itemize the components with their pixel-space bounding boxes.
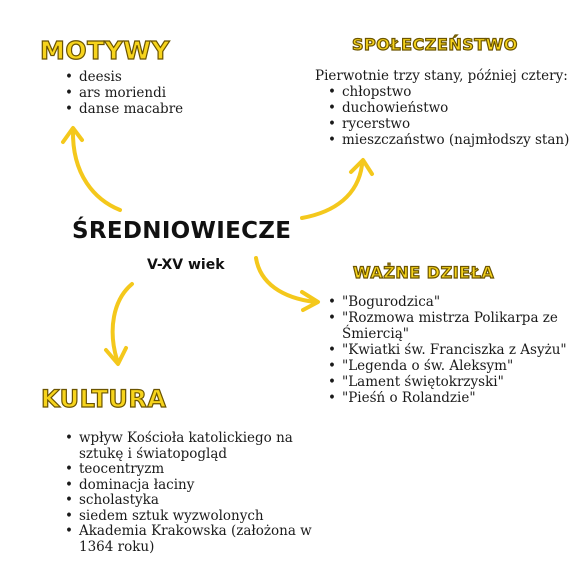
spoleczenstwo-intro: Pierwotnie trzy stany, później cztery: [315, 68, 568, 84]
list-item: • "Bogurodzica" [326, 294, 576, 310]
arrow-to-motywy [73, 130, 120, 210]
wazne-dziela-list [326, 294, 576, 406]
motywy-heading: MOTYWY [40, 36, 170, 65]
spoleczenstwo-heading: SPOŁECZEŃSTWO [352, 35, 518, 54]
list-item: • siedem sztuk wyzwolonych [63, 509, 313, 525]
list-item: • duchowieństwo [326, 100, 576, 116]
list-item: • wpływ Kościoła katolickiego na sztukę i światopogląd [63, 431, 313, 462]
motywy-list [63, 69, 233, 117]
list-item: • "Kwiatki św. Franciszka z Asyżu" [326, 342, 576, 358]
kultura-list [63, 431, 313, 555]
list-item: • Akademia Krakowska (założona w 1364 roku) [63, 524, 313, 555]
spoleczenstwo-list [326, 84, 576, 148]
list-item: • ars moriendi [63, 85, 233, 101]
kultura-heading: KULTURA [41, 385, 167, 413]
list-item: • dominacja łaciny [63, 478, 313, 494]
list-item: • teocentryzm [63, 462, 313, 478]
list-item: • "Legenda o św. Aleksym" [326, 358, 576, 374]
arrow-to-kultura [113, 284, 132, 360]
list-item: • danse macabre [63, 101, 233, 117]
list-item: • chłopstwo [326, 84, 576, 100]
list-item: • deesis [63, 69, 233, 85]
arrow-to-spoleczenstwo [302, 165, 362, 218]
wazne-dziela-heading: WAŻNE DZIEŁA [353, 263, 495, 282]
list-item: • "Lament świętokrzyski" [326, 374, 576, 390]
list-item: • "Rozmowa mistrza Polikarpa ze Śmiercią" [326, 310, 576, 342]
list-item: • mieszczaństwo (najmłodszy stan) [326, 132, 576, 148]
list-item: • "Pieśń o Rolandzie" [326, 390, 576, 406]
center-subtitle: V-XV wiek [147, 257, 225, 273]
list-item: • scholastyka [63, 493, 313, 509]
center-title: ŚREDNIOWIECZE [72, 218, 292, 244]
list-item: • rycerstwo [326, 116, 576, 132]
